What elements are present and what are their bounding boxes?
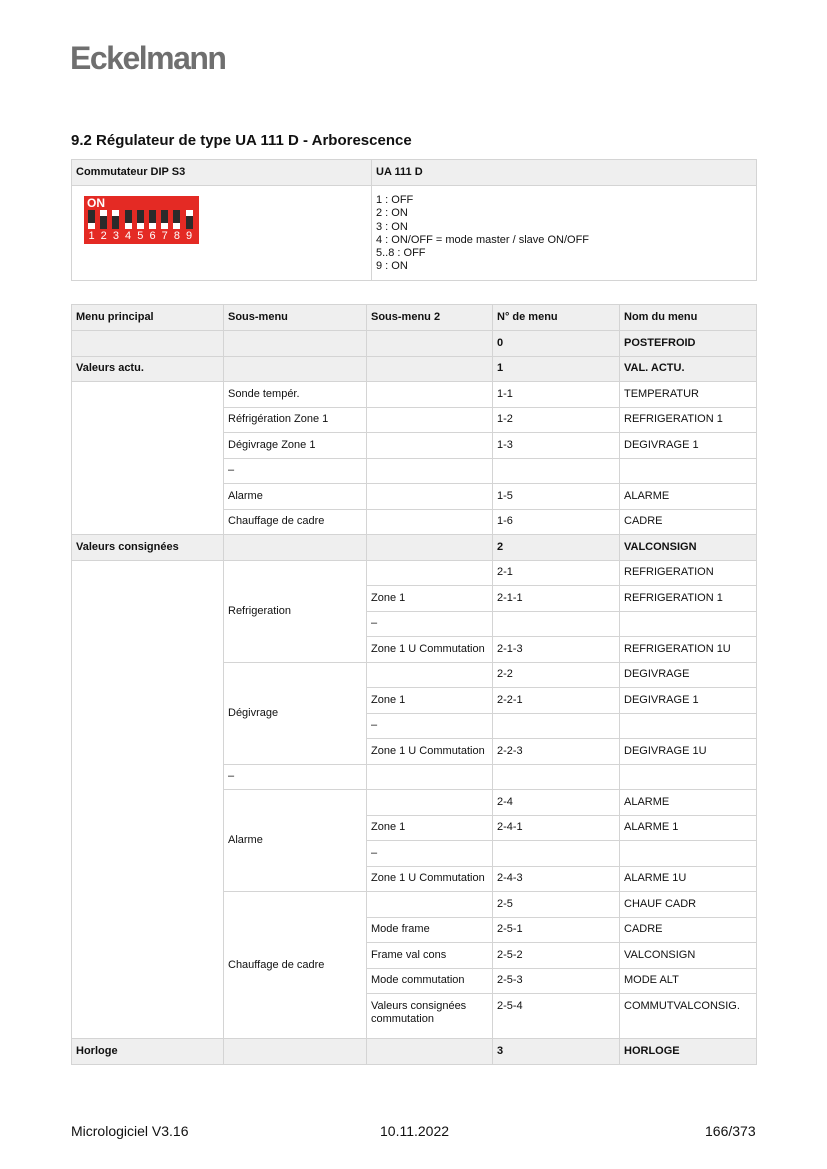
dip-switch-table: [71, 159, 757, 281]
menu-cell-c3: Zone 1 U Commutation: [367, 637, 493, 663]
dip-setting-3: 3 : ON: [376, 220, 408, 233]
dip-switch-number: 3: [112, 230, 119, 242]
menu-cell-c3: [367, 407, 493, 433]
menu-cell-c5: COMMUTVALCONSIG.: [620, 994, 757, 1039]
menu-cell-c2: Alarme: [224, 790, 367, 892]
table-row: [72, 382, 757, 408]
menu-cell-c5: ALARME: [620, 790, 757, 816]
menu-cell-c3: [367, 535, 493, 561]
dip-switch-number: 5: [137, 230, 144, 242]
menu-tree-table: [71, 304, 757, 1065]
menu-cell-c2: [224, 331, 367, 357]
menu-cell-c4: 2-4: [493, 790, 620, 816]
menu-cell-c3: [367, 356, 493, 382]
menu-cell-c4: [493, 611, 620, 637]
dip-switch-3: [112, 210, 119, 229]
menu-cell-c3: [367, 1039, 493, 1065]
menu-cell-c3: Mode commutation: [367, 968, 493, 994]
dip-setting-5: 5..8 : OFF: [376, 247, 426, 260]
menu-cell-c3: Valeurs consignées commutation: [367, 994, 493, 1039]
menu-cell-c4: 3: [493, 1039, 620, 1065]
menu-cell-c5: REFRIGERATION 1: [620, 586, 757, 612]
menu-cell-c2: –: [224, 764, 367, 790]
menu-cell-c4: 2-5-2: [493, 943, 620, 969]
dip-switch-9: [186, 210, 193, 229]
dip-switch-4: [125, 210, 132, 229]
menu-cell-c5: [620, 841, 757, 867]
dip-switch-number: 8: [173, 230, 180, 242]
menu-cell-c4: 2-5-4: [493, 994, 620, 1039]
dip-switch-knob: [88, 223, 95, 229]
dip-switch-8: [173, 210, 180, 229]
menu-cell-c3: –: [367, 611, 493, 637]
menu-cell-c2: Réfrigération Zone 1: [224, 407, 367, 433]
menu-header-number: N° de menu: [493, 305, 620, 331]
menu-cell-c4: 2-1: [493, 560, 620, 586]
dip-switch-knob: [100, 210, 107, 216]
menu-cell-c5: REFRIGERATION 1U: [620, 637, 757, 663]
menu-cell-c4: 2-5: [493, 892, 620, 918]
menu-cell-c4: 2-5-1: [493, 917, 620, 943]
menu-cell-c4: [493, 458, 620, 484]
dip-switch-2: [100, 210, 107, 229]
footer-page-number: 166/373: [705, 1123, 756, 1139]
dip-switch-image: [84, 196, 199, 244]
menu-cell-c5: ALARME 1: [620, 815, 757, 841]
menu-cell-c3: [367, 790, 493, 816]
menu-cell-c2: Dégivrage Zone 1: [224, 433, 367, 459]
menu-cell-c3: Mode frame: [367, 917, 493, 943]
menu-cell-c4: 1-2: [493, 407, 620, 433]
dip-switch-6: [149, 210, 156, 229]
menu-header-main: Menu principal: [72, 305, 224, 331]
dip-switch-number: 4: [125, 230, 132, 242]
section-title: 9.2 Régulateur de type UA 111 D - Arborescence: [71, 132, 412, 149]
table-row: [72, 535, 757, 561]
menu-cell-c3: [367, 484, 493, 510]
menu-cell-c5: POSTEFROID: [620, 331, 757, 357]
menu-cell-c5: [620, 713, 757, 739]
dip-setting-1: 1 : OFF: [376, 194, 414, 206]
dip-switch-knob: [186, 210, 193, 216]
menu-cell-c4: 2-2-3: [493, 739, 620, 765]
menu-cell-c4: 2-2-1: [493, 688, 620, 714]
menu-cell-c3: [367, 509, 493, 535]
menu-cell-c3: [367, 382, 493, 408]
dip-switch-knob: [161, 223, 168, 229]
menu-cell-c2: –: [224, 458, 367, 484]
menu-cell-c5: ALARME 1U: [620, 866, 757, 892]
menu-cell-c1: [72, 331, 224, 357]
menu-cell-c5: VAL. ACTU.: [620, 356, 757, 382]
menu-header-name: Nom du menu: [620, 305, 757, 331]
dip-switch-knob: [125, 223, 132, 229]
menu-cell-c1: Horloge: [72, 1039, 224, 1065]
menu-cell-c5: REFRIGERATION 1: [620, 407, 757, 433]
menu-cell-c4: 2-1-3: [493, 637, 620, 663]
menu-cell-c4: 2-5-3: [493, 968, 620, 994]
menu-cell-c1: Valeurs actu.: [72, 356, 224, 382]
menu-cell-c4: 1-6: [493, 509, 620, 535]
menu-cell-c5: REFRIGERATION: [620, 560, 757, 586]
menu-cell-c2: Chauffage de cadre: [224, 892, 367, 1039]
dip-switch-cell: [72, 186, 372, 281]
menu-cell-c5: MODE ALT: [620, 968, 757, 994]
menu-cell-c2: [224, 356, 367, 382]
menu-cell-c4: 1-5: [493, 484, 620, 510]
menu-cell-c5: [620, 611, 757, 637]
menu-cell-c5: DEGIVRAGE 1: [620, 433, 757, 459]
menu-cell-c4: [493, 764, 620, 790]
menu-cell-c5: ALARME: [620, 484, 757, 510]
dip-switch-7: [161, 210, 168, 229]
menu-cell-c3: Zone 1 U Commutation: [367, 739, 493, 765]
menu-cell-c5: [620, 764, 757, 790]
table-row: [72, 1039, 757, 1065]
dip-setting-6: 9 : ON: [376, 260, 408, 273]
dip-switch-1: [88, 210, 95, 229]
menu-cell-c3: [367, 764, 493, 790]
menu-cell-c5: CADRE: [620, 509, 757, 535]
menu-cell-c4: 0: [493, 331, 620, 357]
menu-cell-c1: [72, 560, 224, 1039]
menu-cell-c5: VALCONSIGN: [620, 535, 757, 561]
menu-cell-c4: 2-4-1: [493, 815, 620, 841]
menu-cell-c5: DEGIVRAGE: [620, 662, 757, 688]
menu-cell-c4: 1-3: [493, 433, 620, 459]
table-row: [72, 356, 757, 382]
menu-cell-c3: [367, 892, 493, 918]
menu-cell-c5: TEMPERATUR: [620, 382, 757, 408]
menu-cell-c2: Alarme: [224, 484, 367, 510]
menu-cell-c5: VALCONSIGN: [620, 943, 757, 969]
dip-switch-knob: [149, 223, 156, 229]
menu-cell-c1: Valeurs consignées: [72, 535, 224, 561]
table-row: [72, 560, 757, 586]
menu-cell-c2: Dégivrage: [224, 662, 367, 764]
menu-cell-c3: –: [367, 713, 493, 739]
menu-cell-c3: –: [367, 841, 493, 867]
dip-settings-cell: [372, 186, 757, 281]
menu-cell-c5: HORLOGE: [620, 1039, 757, 1065]
dip-switch-knob: [137, 223, 144, 229]
dip-col-header-switch: Commutateur DIP S3: [72, 160, 372, 186]
dip-switch-number: 9: [186, 230, 193, 242]
menu-cell-c3: [367, 662, 493, 688]
dip-switch-knob: [112, 210, 119, 216]
dip-col-header-model: UA 111 D: [372, 160, 757, 186]
menu-cell-c3: [367, 331, 493, 357]
menu-cell-c1: [72, 382, 224, 535]
menu-cell-c2: Chauffage de cadre: [224, 509, 367, 535]
table-row: [72, 331, 757, 357]
menu-header-sub: Sous-menu: [224, 305, 367, 331]
menu-cell-c4: 1-1: [493, 382, 620, 408]
menu-cell-c4: [493, 713, 620, 739]
menu-cell-c3: [367, 433, 493, 459]
menu-cell-c4: [493, 841, 620, 867]
footer-date: 10.11.2022: [380, 1123, 450, 1139]
menu-cell-c5: CHAUF CADR: [620, 892, 757, 918]
menu-cell-c2: Refrigeration: [224, 560, 367, 662]
menu-cell-c3: Zone 1 U Commutation: [367, 866, 493, 892]
dip-on-label: ON: [87, 196, 105, 210]
dip-switch-5: [137, 210, 144, 229]
menu-cell-c4: 2-4-3: [493, 866, 620, 892]
menu-cell-c4: 2-2: [493, 662, 620, 688]
menu-cell-c5: DEGIVRAGE 1U: [620, 739, 757, 765]
brand-logo: Eckelmann: [70, 40, 226, 76]
menu-cell-c4: 2: [493, 535, 620, 561]
menu-cell-c3: Zone 1: [367, 688, 493, 714]
footer-firmware: Micrologiciel V3.16: [71, 1123, 189, 1139]
dip-switch-number: 1: [88, 230, 95, 242]
dip-switch-number: 7: [161, 230, 168, 242]
menu-cell-c2: [224, 1039, 367, 1065]
dip-switch-knob: [173, 223, 180, 229]
menu-cell-c2: [224, 535, 367, 561]
menu-cell-c3: Frame val cons: [367, 943, 493, 969]
menu-cell-c3: Zone 1: [367, 586, 493, 612]
menu-cell-c5: [620, 458, 757, 484]
dip-setting-4: 4 : ON/OFF = mode master / slave ON/OFF: [376, 233, 590, 246]
menu-cell-c4: 1: [493, 356, 620, 382]
menu-cell-c5: CADRE: [620, 917, 757, 943]
menu-cell-c5: DEGIVRAGE 1: [620, 688, 757, 714]
menu-cell-c3: [367, 560, 493, 586]
menu-cell-c4: 2-1-1: [493, 586, 620, 612]
menu-cell-c3: Zone 1: [367, 815, 493, 841]
menu-header-sub2: Sous-menu 2: [367, 305, 493, 331]
dip-switch-number: 6: [149, 230, 156, 242]
menu-cell-c2: Sonde tempér.: [224, 382, 367, 408]
dip-setting-2: 2 : ON: [376, 207, 408, 220]
menu-cell-c3: [367, 458, 493, 484]
dip-switch-number: 2: [100, 230, 107, 242]
